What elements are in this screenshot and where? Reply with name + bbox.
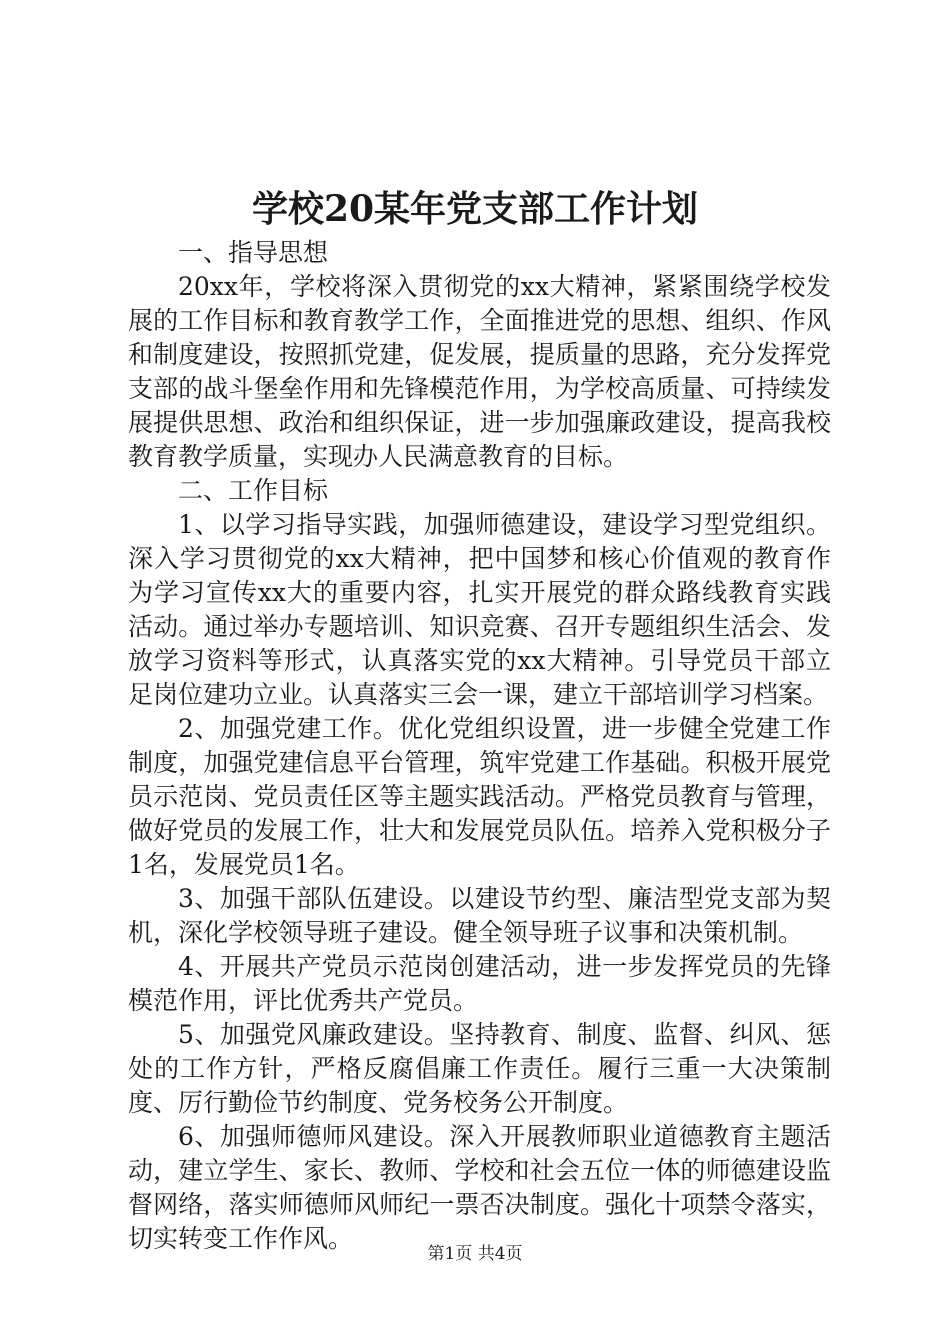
- section-heading-guiding-ideology: 一、指导思想: [178, 238, 329, 267]
- section-heading-work-goals: 二、工作目标: [178, 476, 329, 505]
- document-body: [128, 236, 831, 1256]
- paragraph-goal-2: 2、加强党建工作。优化党组织设置，进一步健全党建工作制度，加强党建信息平台管理，筑牢党建工作基础。积极开展党员示范岗、党员责任区等主题实践活动。严格党员教育与管理，做好党员的发展工作，壮大和发展党员队伍。培养入党积极分子1名，发展党员1名。: [128, 714, 831, 879]
- paragraph-goal-6: 6、加强师德师风建设。深入开展教师职业道德教育主题活动，建立学生、家长、教师、学校和社会五位一体的师德建设监督网络，落实师德师风师纪一票否决制度。强化十项禁令落实，切实转变工作作风。: [128, 1122, 831, 1253]
- document-title: 学校20某年党支部工作计划: [251, 188, 699, 230]
- paragraph-goal-3: 3、加强干部队伍建设。以建设节约型、廉洁型党支部为契机，深化学校领导班子建设。健全领导班子议事和决策机制。: [128, 884, 831, 947]
- paragraph-goal-5: 5、加强党风廉政建设。坚持教育、制度、监督、纠风、惩处的工作方针，严格反腐倡廉工作责任。履行三重一大决策制度、厉行勤俭节约制度、党务校务公开制度。: [128, 1020, 831, 1117]
- paragraph-goal-1: 1、以学习指导实践，加强师德建设，建设学习型党组织。深入学习贯彻党的xx大精神，把中国梦和核心价值观的教育作为学习宣传xx大的重要内容，扎实开展党的群众路线教育实践活动。通过举办专题培训、知识竞赛、召开专题组织生活会、发放学习资料等形式，认真落实党的xx大精神。引导党员干部立足岗位建功立业。认真落实三会一课，建立干部培训学习档案。: [128, 510, 831, 709]
- paragraph-guiding-ideology: 20xx年，学校将深入贯彻党的xx大精神，紧紧围绕学校发展的工作目标和教育教学工作，全面推进党的思想、组织、作风和制度建设，按照抓党建，促发展，提质量的思路，充分发挥党支部的战斗堡垒作用和先锋模范作用，为学校高质量、可持续发展提供思想、政治和组织保证，进一步加强廉政建设，提高我校教育教学质量，实现办人民满意教育的目标。: [128, 272, 831, 471]
- paragraph-goal-4: 4、开展共产党员示范岗创建活动，进一步发挥党员的先锋模范作用，评比优秀共产党员。: [128, 952, 831, 1015]
- page-footer: 第1页 共4页: [427, 1244, 523, 1264]
